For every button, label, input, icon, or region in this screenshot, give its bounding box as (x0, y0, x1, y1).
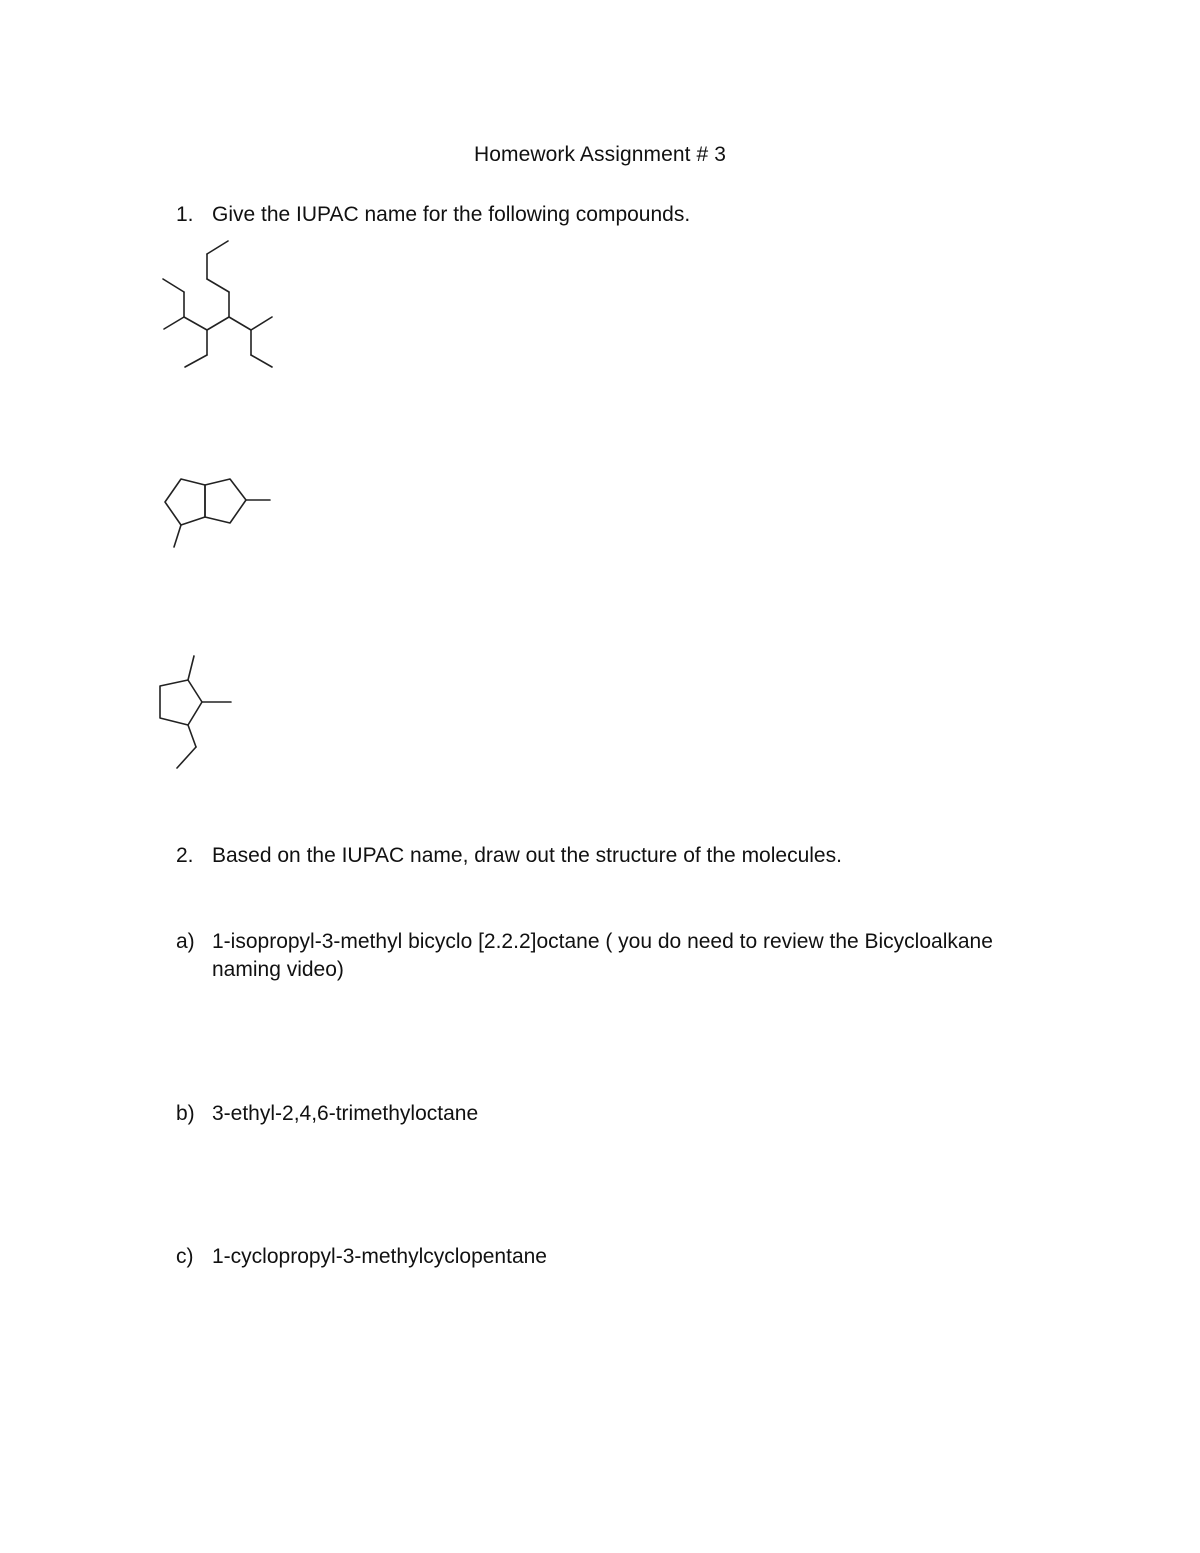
question-2-number: 2. (176, 844, 194, 867)
ethyl-branch-bonds (177, 725, 196, 768)
methyl-bond-lower-left (174, 525, 181, 547)
question-2 (0, 842, 1200, 870)
substituted-cyclopentane-structure (150, 650, 250, 775)
part-a-label: a) (176, 930, 195, 953)
upper-chain-branch-bonds (207, 241, 229, 317)
lower-left-branch-bonds (185, 330, 207, 367)
part-b-text: 3-ethyl-2,4,6-trimethyloctane (212, 1102, 479, 1125)
methyl-bond-top (188, 656, 194, 680)
branched-alkane-structure (150, 235, 290, 375)
question-2-text: Based on the IUPAC name, draw out the structure of the molecules. (212, 844, 842, 867)
main-chain-bonds (164, 317, 272, 330)
part-c (0, 1243, 1200, 1271)
question-1-number: 1. (176, 203, 194, 226)
bicyclic-structure (150, 465, 290, 560)
lower-right-branch-bonds (251, 330, 272, 367)
question-1 (0, 201, 1200, 229)
part-b (0, 1100, 1200, 1128)
part-a (0, 928, 1200, 984)
part-b-label: b) (176, 1102, 195, 1125)
page-title: Homework Assignment # 3 (473, 143, 727, 166)
cyclopentane-ring-bonds (160, 680, 202, 725)
part-a-text: 1-isopropyl-3-methyl bicyclo [2.2.2]octane ( you do need to review the Bicycloalkane naming video) (212, 930, 993, 981)
question-1-text: Give the IUPAC name for the following compounds. (212, 203, 691, 226)
part-c-label: c) (176, 1245, 194, 1268)
upper-left-branch-bonds (163, 279, 184, 317)
fused-ring-bonds (165, 479, 246, 525)
part-c-text: 1-cyclopropyl-3-methylcyclopentane (212, 1245, 547, 1268)
